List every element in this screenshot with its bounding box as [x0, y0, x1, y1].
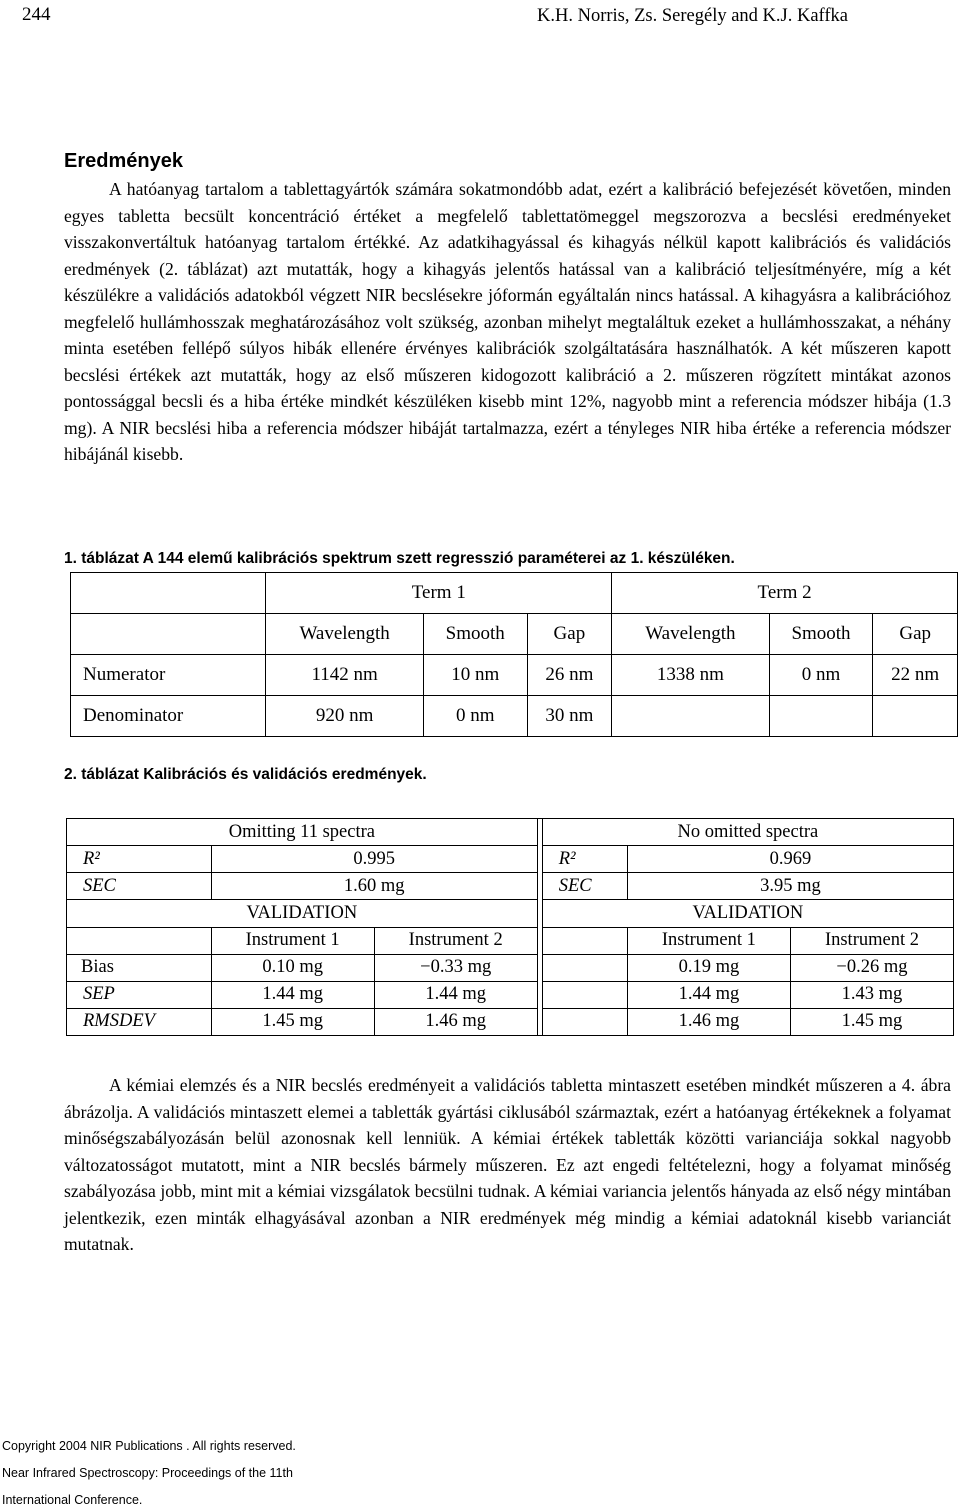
left-inst2-header: Instrument 2	[374, 927, 537, 954]
table-cell: 0 nm	[769, 655, 873, 696]
left-validation-header: VALIDATION	[67, 900, 538, 927]
table-subheader: Gap	[527, 614, 612, 655]
table-row	[67, 954, 954, 981]
table-row	[71, 573, 958, 614]
footer-conference: International Conference.	[2, 1493, 143, 1507]
table-cell-empty	[71, 573, 266, 614]
running-head: K.H. Norris, Zs. Seregély and K.J. Kaffka	[537, 6, 849, 26]
footer-proceedings: Near Infrared Spectroscopy: Proceedings of the 11th	[2, 1466, 293, 1480]
table-cell: 920 nm	[266, 696, 423, 737]
table-cell: 1.44 mg	[211, 981, 374, 1008]
table-cell: 30 nm	[527, 696, 612, 737]
paragraph-text: A hatóanyag tartalom a tablettagyártók számára sokatmondóbb adat, ezért a kalibráció befejezését követően, minden egyes tabletta becsült koncentráció értéket a megfelelő tablettatömeggel megszorozva a becslési eredményeket visszakonvertáltuk hatóanyag tartalom értékké. Az adatkihagyással és kihagyás nélkül kapott kalibrációs és validációs eredmények (2. táblázat) azt mutatták, hogy a kihagyás jelentős hatással van a kalibráció teljesítményére, míg a két készülékre a validációs adatokból végzett NIR becslésekre jóformán egyáltalán nincs hatással. A kihagyásra a kalibrációhoz megfelelő hullámhosszak meghatározásához volt szükség, azonban mihelyt megtaláltuk ezeket a hullámhosszakat, a néhány minta esetében fellépő súlyos hibák ellenére érvényes kalibrációk szolgáltatására használhatók. A két műszeren kapott becslési értékek azt mutatták, hogy az első műszeren kidogozott kalibráció a 2. műszeren rögzített mintákat azonos pontossággal becsli és a hiba értéke mindkét készüléken kisebb mint 12%, nagyobb mint a referencia módszer hibája (1.3 mg). A NIR becslési hiba a referencia módszer hibáját tartalmazza, ezért a tényleges NIR hiba értéke a referencia módszer hibájánál kisebb.	[64, 179, 951, 464]
table-subheader: Wavelength	[612, 614, 769, 655]
table-subheader: Gap	[873, 614, 958, 655]
table-cell: 22 nm	[873, 655, 958, 696]
right-sec-label: SEC	[542, 873, 627, 900]
table-cell-empty	[542, 981, 627, 1008]
table-cell-empty	[612, 696, 769, 737]
paragraph-results	[64, 176, 951, 468]
sep-label: SEP	[67, 981, 212, 1008]
table-row	[67, 873, 954, 900]
table-cell: 1.44 mg	[627, 981, 790, 1008]
table-row	[67, 900, 954, 927]
table-subheader: Wavelength	[266, 614, 423, 655]
table-row	[71, 655, 958, 696]
table-cell: 26 nm	[527, 655, 612, 696]
table-subheader: Smooth	[423, 614, 527, 655]
left-sec-label: SEC	[67, 873, 212, 900]
table-row	[71, 614, 958, 655]
table-cell-empty	[542, 1008, 627, 1035]
table-row	[71, 696, 958, 737]
table-row	[67, 846, 954, 873]
rmsdev-label: RMSDEV	[67, 1008, 212, 1035]
table-cell: 1.44 mg	[374, 981, 537, 1008]
table2-calibration-validation	[66, 818, 954, 1036]
table-cell-empty	[542, 927, 627, 954]
table-cell: 1338 nm	[612, 655, 769, 696]
table-cell-empty	[769, 696, 873, 737]
row-label-numerator: Numerator	[71, 655, 266, 696]
table-header-term1: Term 1	[266, 573, 612, 614]
row-label-denominator: Denominator	[71, 696, 266, 737]
table-cell: 0.10 mg	[211, 954, 374, 981]
table-cell: 1.45 mg	[790, 1008, 953, 1035]
bias-label: Bias	[67, 954, 212, 981]
right-inst1-header: Instrument 1	[627, 927, 790, 954]
table-cell: −0.33 mg	[374, 954, 537, 981]
table-cell: 1142 nm	[266, 655, 423, 696]
table-header-term2: Term 2	[612, 573, 958, 614]
table-cell: 1.46 mg	[627, 1008, 790, 1035]
table-row	[67, 819, 954, 846]
table-subheader: Smooth	[769, 614, 873, 655]
table-cell-empty	[67, 927, 212, 954]
right-title: No omitted spectra	[542, 819, 953, 846]
table-cell-empty	[542, 954, 627, 981]
paragraph-chemical-analysis	[64, 1072, 951, 1258]
right-r2-label: R²	[542, 846, 627, 873]
paragraph-text: A kémiai elemzés és a NIR becslés eredményeit a validációs tabletta mintaszett esetében mindkét műszeren a 4. ábra ábrázolja. A validációs mintaszett elemei a tabletták gyártási ciklusából származtak, ezért a hatóanyag értékeknek a folyamat minőségszabályozásán belül azonosnak kell lenniük. A kémiai értékek tabletták közötti varianciája sokkal nagyobb változatosságot mutatott, mint a NIR becslés bármely műszeren. Ez azt engedi feltételezni, hogy a folyamat minőség szabályozása jobb, mint mit a kémiai vizsgálatok becsülni tudnak. A kémiai variancia jelentős hányada az első négy mintában jelentkezik, ezen minták elhagyásával azonban a NIR eredmények még mindig a kémiai adatoknál kisebb varianciát mutatnak.	[64, 1075, 951, 1254]
table-cell: 10 nm	[423, 655, 527, 696]
table-cell: 1.45 mg	[211, 1008, 374, 1035]
section-heading: Eredmények	[64, 150, 183, 172]
table-row	[67, 927, 954, 954]
table-row	[67, 981, 954, 1008]
left-sec-value: 1.60 mg	[211, 873, 537, 900]
left-inst1-header: Instrument 1	[211, 927, 374, 954]
right-inst2-header: Instrument 2	[790, 927, 953, 954]
table-cell: 0 nm	[423, 696, 527, 737]
left-r2-label: R²	[67, 846, 212, 873]
table-row	[67, 1008, 954, 1035]
table-cell: 1.46 mg	[374, 1008, 537, 1035]
table1-caption: 1. táblázat A 144 elemű kalibrációs spektrum szett regresszió paraméterei az 1. készüléken.	[64, 550, 735, 567]
table1-regression-parameters	[70, 572, 958, 737]
left-r2-value: 0.995	[211, 846, 537, 873]
footer-copyright: Copyright 2004 NIR Publications . All rights reserved.	[2, 1439, 296, 1453]
page-number: 244	[22, 4, 51, 25]
table-cell: −0.26 mg	[790, 954, 953, 981]
table2-caption: 2. táblázat Kalibrációs és validációs eredmények.	[64, 766, 427, 783]
left-title: Omitting 11 spectra	[67, 819, 538, 846]
table-cell-empty	[873, 696, 958, 737]
table-cell: 0.19 mg	[627, 954, 790, 981]
table-cell: 1.43 mg	[790, 981, 953, 1008]
right-validation-header: VALIDATION	[542, 900, 953, 927]
right-r2-value: 0.969	[627, 846, 953, 873]
table-cell-empty	[71, 614, 266, 655]
right-sec-value: 3.95 mg	[627, 873, 953, 900]
